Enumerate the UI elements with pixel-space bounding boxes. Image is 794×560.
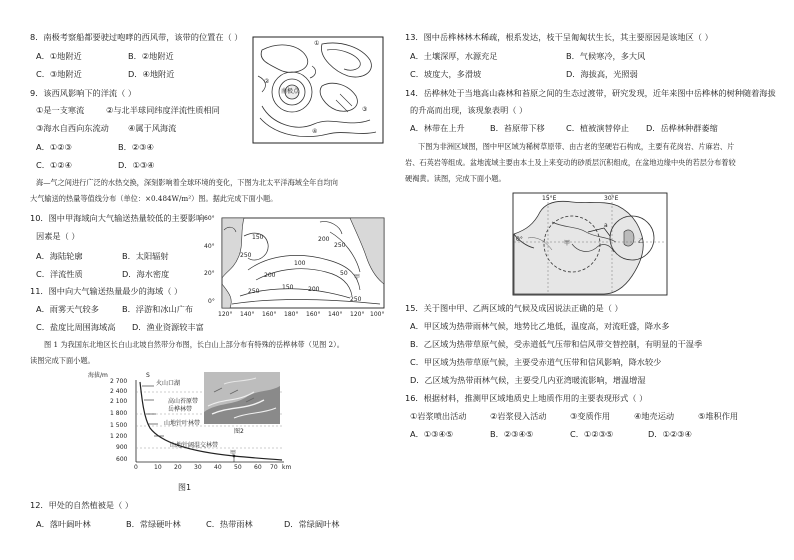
q13-option-b[interactable]: B．气候寒冷，多大风 [566,51,646,61]
tick-900: 900 [116,444,128,451]
q12-stem: 12．甲处的自然植被是（ ） [30,500,134,510]
q16-statement-1: ①岩浆喷出活动 [410,411,467,421]
q12-option-d[interactable]: D．常绿阔叶林 [284,519,340,529]
q14-option-d[interactable]: D．岳桦林种群萎缩 [646,123,718,133]
material3-line3: 硬褐黄。读图，完成下面小题。 [405,174,506,183]
q10-option-d[interactable]: D．海水密度 [122,269,170,279]
birch-belt-label: 岳桦林带 [168,406,193,413]
q15-option-d[interactable]: D．乙区域为热带雨林气候，主要受几内亚湾暖流影响，增温增湿 [410,375,646,385]
tundra-label: 高山苔原带 [168,398,199,405]
tick-600: 600 [116,456,128,463]
q8-stem: 8．南极考察船都要驶过咆哮的西风带，该带的位置在（ ） [30,32,243,42]
q11-option-b[interactable]: B．浮游和冰山广布 [122,304,194,314]
lon-160w: 160° [306,311,321,318]
q10-option-b[interactable]: B．太阳辐射 [122,251,169,261]
xaxis-unit: km [282,464,292,471]
q11-option-c[interactable]: C．盐度比周围海域高 [36,322,116,332]
xtick-30: 30 [194,464,202,471]
material2-line2: 读图完成下面小题。 [30,356,95,365]
q14-stem: 14．岳桦林处于当地高山森林和苔原之间的生态过渡带，研究发现，近年来图中岳桦林的树种随着海拔 [405,88,776,98]
sea-jia-label: 甲 [354,274,361,281]
q9-option-a[interactable]: A．①②③ [36,142,72,152]
contour-100: 100 [294,260,306,267]
lat-equator: 0° [516,236,523,243]
xtick-0: 0 [134,464,138,471]
q9-option-c[interactable]: C．①②④ [36,160,72,170]
q13-option-a[interactable]: A．土壤深厚，水源充足 [410,51,498,61]
region-jia: 甲 [564,240,571,247]
profile-ylabel: 海拔/m [88,372,108,379]
q16-option-d[interactable]: D．①②③④ [648,429,692,439]
q15-option-c[interactable]: C．甲区域为热带草原气候，主要受赤道气压带和信风影响，降水较少 [410,357,662,367]
q10-stem: 10．图中甲海域向大气输送热量较低的主要影响 [30,213,205,223]
q10-option-a[interactable]: A．海陆轮廓 [36,251,83,261]
point-jia-label: 甲 [230,450,237,457]
xtick-70: 70 [270,464,278,471]
contour-50: 50 [340,270,348,277]
lon-160: 160° [262,311,277,318]
xtick-40: 40 [214,464,222,471]
lat-20: 20° [204,270,215,277]
q8-option-c[interactable]: C．③地附近 [36,69,82,79]
q10-stem-2: 因素是（ ） [36,231,80,241]
q9-option-b[interactable]: B．②③④ [118,142,154,152]
conifer-belt-label: 山地针叶林带 [164,420,201,427]
tick-1800: 1 800 [110,410,128,417]
xtick-60: 60 [254,464,262,471]
marker-2: ② [264,78,270,85]
lon-100w: 100° [370,311,385,318]
lon-30e: 30°E [604,195,619,202]
q14-stem-2: 的升高而出现，该现象表明（ ） [410,105,528,115]
contour-250d: 250 [350,296,362,303]
profile-s-label: S [146,372,150,379]
q9-statement-4: ④属于风海流 [128,123,177,133]
q9-statement-2: ②与北半球同纬度洋流性质相同 [106,105,220,115]
region-yi: 乙 [638,238,645,245]
q13-option-d[interactable]: D．海拔高，光照弱 [566,69,638,79]
q16-statement-5: ⑤堆积作用 [698,411,739,421]
material3-line1: 下图为非洲区域图，图中甲区域为稀树草原带、由古老的坚硬岩石构成，主要有花岗岩、片麻岩、片 [418,142,735,151]
q16-statement-3: ③变质作用 [570,411,611,421]
fig1-caption: 图1 [178,483,192,492]
lon-15e: 15°E [542,195,557,202]
q13-option-c[interactable]: C．坡度大，多滑坡 [410,69,482,79]
mixed-forest-label: 山地针阔混交林带 [170,442,219,449]
material3-line2: 岩、石英岩等组成。盆地流域主要由本土及上来变动的砂质层沉积组成，在盆地边缘中央的若层分布着较 [405,158,736,167]
lat-60: 60° [204,215,215,222]
q14-option-b[interactable]: B．苔原带下移 [490,123,545,133]
xtick-50: 50 [234,464,242,471]
contour-150b: 150 [282,284,294,291]
q16-option-c[interactable]: C．①②③⑤ [570,429,614,439]
q16-option-a[interactable]: A．①③④⑤ [410,429,454,439]
heat-flux-map [200,212,390,324]
antarctic-wind-map [252,36,384,144]
contour-200b: 200 [264,272,276,279]
q8-option-d[interactable]: D．④地附近 [128,69,175,79]
material1-line1: 海—气之间进行广泛的水热交换，深刻影响着全球环境的变化，下图为北太平洋海域全年自均向 [36,178,338,187]
q12-option-a[interactable]: A．落叶阔叶林 [36,519,91,529]
q11-option-d[interactable]: D．渔业资源较丰富 [132,322,204,332]
q9-statement-3: ③海水自西向东流动 [36,123,109,133]
xtick-10: 10 [154,464,162,471]
tick-2700: 2 700 [110,378,128,385]
q13-stem: 13．图中岳桦林林木稀疏，根系发达，枝干呈匍匐状生长，其主要原因是该地区（ ） [405,32,713,42]
tick-2400: 2 400 [110,388,128,395]
q11-option-a[interactable]: A．雨雾天气较多 [36,304,99,314]
marker-3: ③ [362,106,368,113]
q8-option-a[interactable]: A．①地附近 [36,51,82,61]
lon-120w: 120° [350,311,365,318]
q12-option-c[interactable]: C．热带雨林 [206,519,253,529]
marker-1: ① [314,40,320,47]
tick-2100: 2 100 [110,398,128,405]
river-a-label: a [604,222,608,229]
contour-200c: 200 [308,286,320,293]
contour-250a: 250 [240,252,252,259]
q15-option-a[interactable]: A．甲区域为热带雨林气候，地势比乙地低，温度高，对流旺盛，降水多 [410,321,670,331]
material1-line2: 大气输送的热量等值线分布（单位：×0.484W/m²）图。据此完成下面小题。 [30,194,278,203]
tick-1200: 1 200 [110,433,128,440]
lon-180: 180° [284,311,299,318]
q8-option-b[interactable]: B．②地附近 [128,51,174,61]
q9-statement-1: ①是一支寒流 [36,105,85,115]
tick-1500: 1 500 [110,422,128,429]
q16-option-b[interactable]: B．②③④⑤ [490,429,534,439]
birch-photo [204,372,280,435]
contour-150: 150 [252,234,264,241]
q14-option-a[interactable]: A．林带在上升 [410,123,465,133]
south-pole-label: 南极点 [281,88,300,95]
africa-map [512,192,668,296]
lat-0: 0° [208,298,215,305]
contour-250c: 250 [248,288,260,295]
q16-statement-2: ②岩浆侵入活动 [490,411,547,421]
q9-stem: 9．该西风影响下的洋流（ ） [30,88,137,98]
material2-line1: 图 1 为我国东北地区长白山北坡自然带分布图，长白山上部分布有特殊的岳桦林带（见图 2）。 [44,340,344,349]
crater-lake-label: 火山口湖 [156,380,181,387]
lon-120: 120° [218,311,233,318]
xtick-20: 20 [174,464,182,471]
q10-option-c[interactable]: C．洋流性质 [36,269,83,279]
lat-40: 40° [204,243,215,250]
q15-stem: 15．关于图中甲、乙两区域的气候及成因说法正确的是（ ） [405,303,623,313]
q11-stem: 11．图中向大气输送热量最少的海域（ ） [30,286,183,296]
q14-option-c[interactable]: C．植被演替停止 [566,123,630,133]
fig2-caption: 图2 [234,428,244,435]
contour-200a: 200 [318,236,330,243]
lon-140w: 140° [328,311,343,318]
q12-option-b[interactable]: B．常绿硬叶林 [126,519,181,529]
q9-option-d[interactable]: D．①③④ [118,160,155,170]
q15-option-b[interactable]: B．乙区域为热带草原气候，受赤道低气压带和信风带交替控制，有明显的干湿季 [410,339,703,349]
q16-stem: 16．根据材料，推测甲区域地质史上地质作用的主要表现形式（ ） [405,393,648,403]
lon-140: 140° [240,311,255,318]
marker-4: ④ [312,128,318,135]
q16-statement-4: ④地壳运动 [634,411,675,421]
contour-250b: 250 [334,242,346,249]
